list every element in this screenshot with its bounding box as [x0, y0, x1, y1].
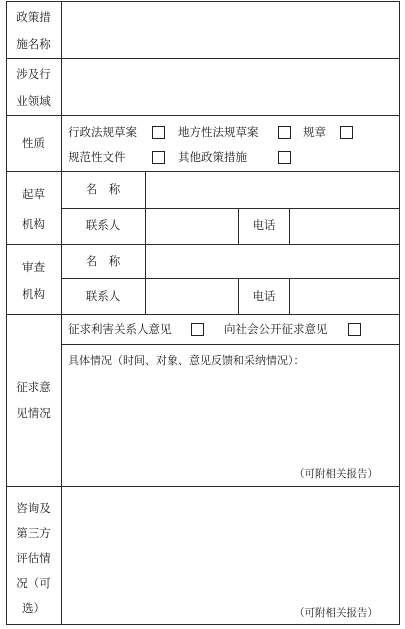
assessment-attach-note: （可附相关报告）	[294, 607, 378, 619]
industry-label-line2: 业领域	[16, 94, 51, 108]
consultation-details-field[interactable]	[62, 371, 399, 461]
assessment-label-line4: 况（可	[16, 576, 51, 590]
drafting-org-contact-label: 联系人	[85, 218, 121, 232]
consultation-label-line2: 见情况	[16, 406, 51, 420]
industry-field[interactable]	[62, 59, 399, 115]
drafting-org-contact-field[interactable]	[146, 209, 238, 244]
assessment-label-line3: 评估情	[16, 551, 51, 565]
review-org-contact-field[interactable]	[146, 279, 238, 314]
option-admin-regulation-draft: 行政法规草案	[68, 125, 137, 139]
review-org-name-label: 名 称	[85, 254, 121, 268]
consultation-attach-note: （可附相关报告）	[294, 468, 378, 480]
drafting-org-name-field[interactable]	[146, 172, 399, 208]
option-stakeholder-consultation: 征求利害关系人意见	[68, 322, 172, 336]
checkbox-other-measures[interactable]	[278, 151, 291, 164]
checkbox-normative-document[interactable]	[152, 151, 165, 164]
review-org-label-line2: 机构	[22, 287, 45, 301]
option-other-measures: 其他政策措施	[178, 150, 247, 164]
checkbox-rules[interactable]	[340, 126, 353, 139]
nature-label: 性质	[22, 136, 45, 150]
drafting-org-phone-field[interactable]	[290, 209, 399, 244]
option-public-consultation: 向社会公开征求意见	[224, 322, 328, 336]
industry-label-line1: 涉及行	[16, 67, 51, 81]
policy-name-field[interactable]	[62, 2, 399, 58]
rule-bottom	[6, 624, 400, 625]
assessment-label-line5: 选）	[22, 601, 45, 615]
drafting-org-phone-label: 电话	[252, 218, 276, 232]
rule	[6, 314, 400, 315]
policy-review-form	[6, 1, 400, 625]
consultation-label-line1: 征求意	[16, 380, 51, 394]
review-org-phone-field[interactable]	[290, 279, 399, 314]
review-org-label-line1: 审查	[22, 260, 45, 274]
review-org-name-field[interactable]	[146, 245, 399, 278]
rule	[6, 115, 400, 116]
assessment-label-line2: 第三方	[16, 526, 51, 540]
rule-right	[399, 1, 400, 625]
assessment-field[interactable]	[62, 487, 399, 599]
assessment-label-line1: 咨询及	[16, 501, 51, 515]
checkbox-admin-regulation-draft[interactable]	[152, 126, 165, 139]
drafting-org-name-label: 名 称	[85, 182, 121, 196]
option-normative-document: 规范性文件	[68, 150, 126, 164]
drafting-org-label-line1: 起草	[22, 187, 45, 201]
option-rules: 规章	[303, 125, 326, 139]
option-local-regulation-draft: 地方性法规草案	[178, 125, 259, 139]
rule	[61, 344, 400, 345]
checkbox-stakeholder-consultation[interactable]	[191, 323, 204, 336]
policy-name-label-line2: 施名称	[16, 37, 51, 51]
review-org-phone-label: 电话	[252, 289, 276, 303]
policy-name-label-line1: 政策措	[16, 10, 51, 24]
consultation-details-prompt: 具体情况（时间、对象、意见反馈和采纳情况）：	[68, 354, 305, 367]
drafting-org-label-line2: 机构	[22, 217, 45, 231]
checkbox-local-regulation-draft[interactable]	[278, 126, 291, 139]
checkbox-public-consultation[interactable]	[348, 323, 361, 336]
review-org-contact-label: 联系人	[85, 289, 121, 303]
